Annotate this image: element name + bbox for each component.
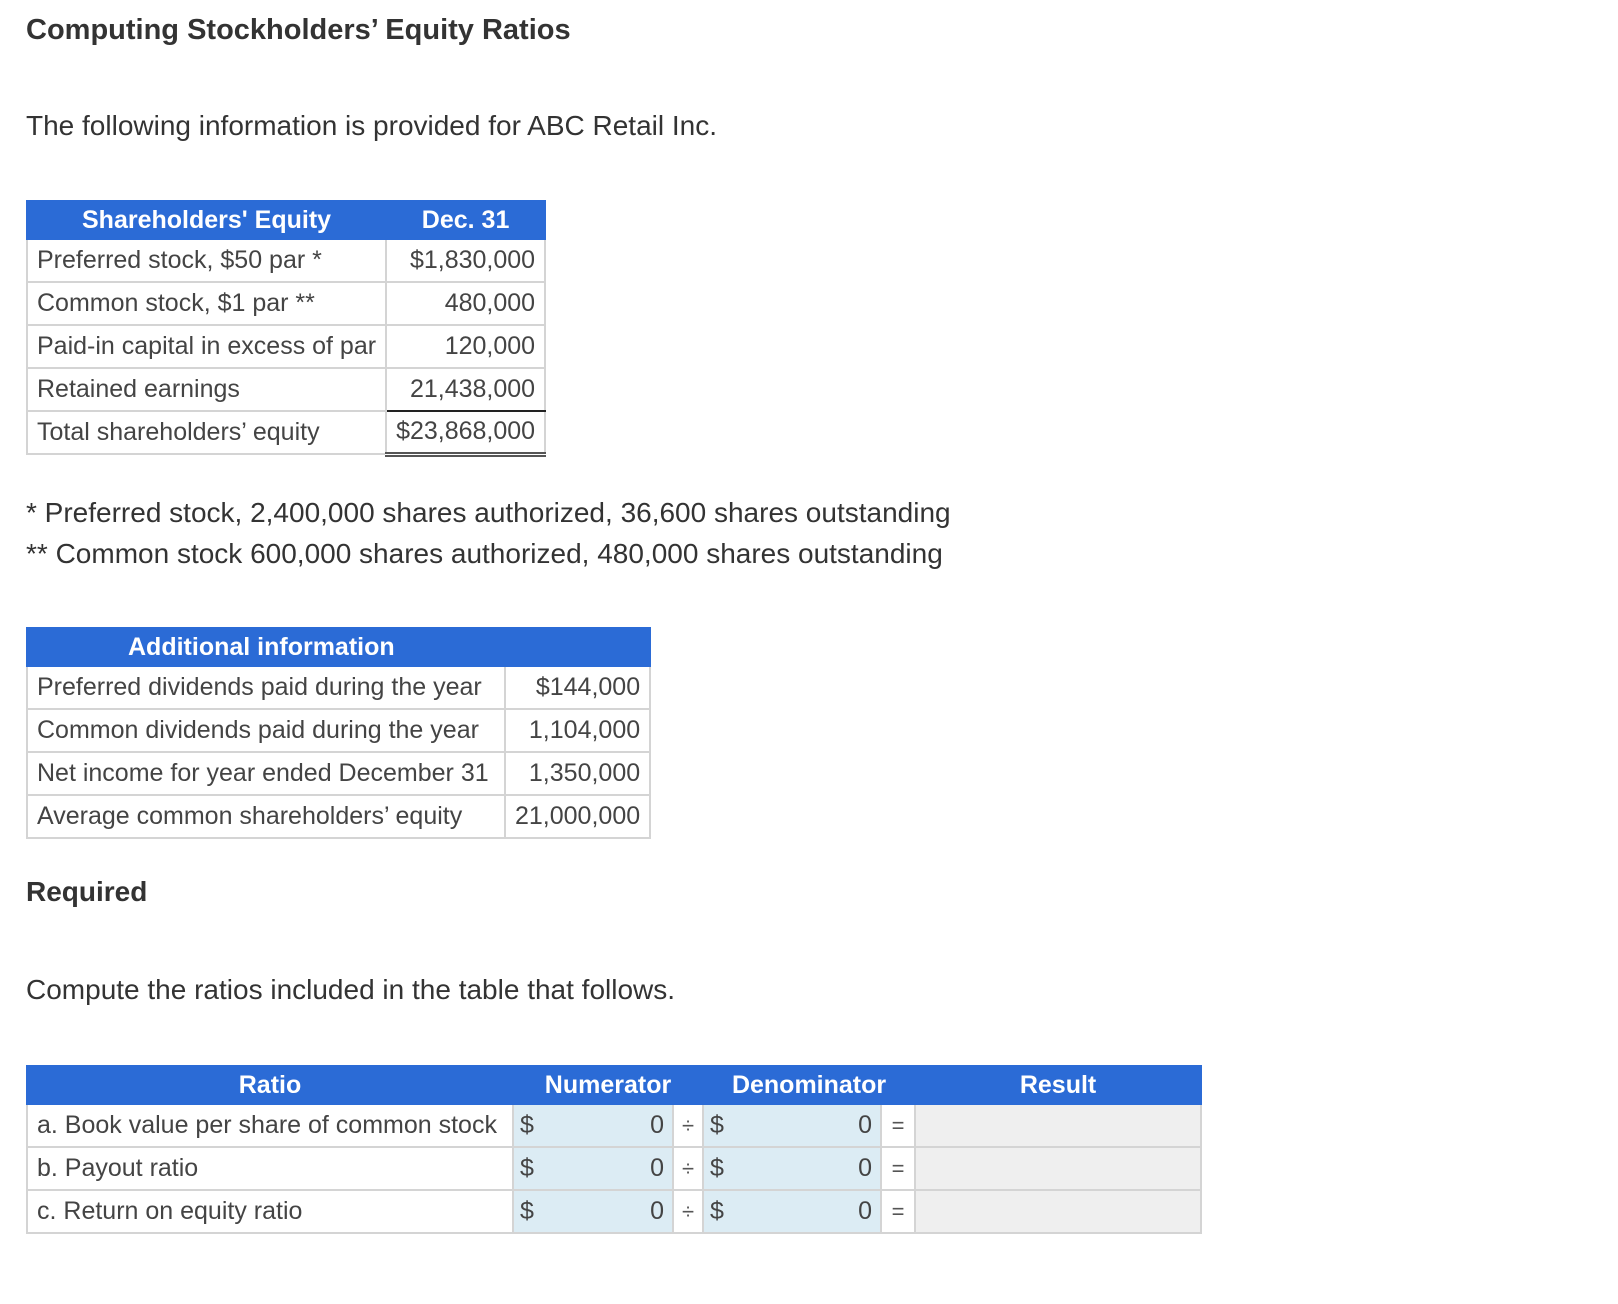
denominator-input[interactable]: 0 <box>733 1190 881 1233</box>
row-label: Retained earnings <box>27 368 386 411</box>
instructions-text: Compute the ratios included in the table that follows. <box>26 974 676 1005</box>
row-label: Preferred dividends paid during the year <box>27 666 505 709</box>
numerator-input[interactable]: 0 <box>543 1190 673 1233</box>
row-value: 21,438,000 <box>386 368 545 411</box>
currency-symbol: $ <box>703 1147 733 1190</box>
currency-symbol: $ <box>513 1190 543 1233</box>
row-label: Common dividends paid during the year <box>27 709 505 752</box>
table-row <box>27 752 650 795</box>
equals-symbol: = <box>881 1104 915 1147</box>
ratio-label: b. Payout ratio <box>27 1147 513 1190</box>
currency-symbol: $ <box>703 1190 733 1233</box>
result-input[interactable] <box>915 1190 1201 1233</box>
table-row <box>27 282 545 325</box>
column-header: Shareholders' Equity <box>27 201 386 239</box>
denominator-input[interactable]: 0 <box>733 1147 881 1190</box>
footnote-preferred: * Preferred stock, 2,400,000 shares authorized, 36,600 shares outstanding <box>26 497 951 528</box>
table-row <box>27 325 545 368</box>
ratio-label: a. Book value per share of common stock <box>27 1104 513 1147</box>
denominator-input[interactable]: 0 <box>733 1104 881 1147</box>
row-label: Preferred stock, $50 par * <box>27 239 386 282</box>
row-value: 21,000,000 <box>505 795 650 838</box>
row-value: $1,830,000 <box>386 239 545 282</box>
row-value: 120,000 <box>386 325 545 368</box>
table-row <box>27 666 650 709</box>
column-header-numerator: Numerator <box>513 1066 703 1104</box>
column-header: Additional information <box>27 628 650 666</box>
equals-symbol: = <box>881 1147 915 1190</box>
additional-info-table <box>26 627 651 839</box>
column-header: Dec. 31 <box>386 201 545 239</box>
ratio-row-return-on-equity <box>27 1190 1201 1233</box>
result-input[interactable] <box>915 1104 1201 1147</box>
currency-symbol: $ <box>703 1104 733 1147</box>
row-value: 1,104,000 <box>505 709 650 752</box>
table-row <box>27 239 545 282</box>
footnote-common: ** Common stock 600,000 shares authorized, 480,000 shares outstanding <box>26 538 943 569</box>
page-title: Computing Stockholders’ Equity Ratios <box>26 14 571 46</box>
divide-symbol: ÷ <box>673 1104 703 1147</box>
row-label: Average common shareholders’ equity <box>27 795 505 838</box>
row-label: Paid-in capital in excess of par <box>27 325 386 368</box>
numerator-input[interactable]: 0 <box>543 1104 673 1147</box>
currency-symbol: $ <box>513 1147 543 1190</box>
column-header-denominator: Denominator <box>703 1066 915 1104</box>
divide-symbol: ÷ <box>673 1147 703 1190</box>
row-label: Net income for year ended December 31 <box>27 752 505 795</box>
row-value: $144,000 <box>505 666 650 709</box>
row-value: 480,000 <box>386 282 545 325</box>
intro-text: The following information is provided for ABC Retail Inc. <box>26 110 717 141</box>
row-label: Total shareholders’ equity <box>27 411 386 454</box>
divide-symbol: ÷ <box>673 1190 703 1233</box>
numerator-input[interactable]: 0 <box>543 1147 673 1190</box>
table-row <box>27 368 545 411</box>
result-input[interactable] <box>915 1147 1201 1190</box>
column-header-result: Result <box>915 1066 1201 1104</box>
row-value: $23,868,000 <box>386 411 545 454</box>
table-row <box>27 709 650 752</box>
footnotes <box>26 492 951 574</box>
total-row <box>27 411 545 454</box>
required-heading: Required <box>26 876 148 907</box>
row-label: Common stock, $1 par ** <box>27 282 386 325</box>
table-header-row <box>27 628 650 666</box>
ratio-row-payout <box>27 1147 1201 1190</box>
table-row <box>27 795 650 838</box>
currency-symbol: $ <box>513 1104 543 1147</box>
ratio-table <box>26 1065 1202 1234</box>
ratio-label: c. Return on equity ratio <box>27 1190 513 1233</box>
ratio-row-book-value <box>27 1104 1201 1147</box>
column-header-ratio: Ratio <box>27 1066 513 1104</box>
equals-symbol: = <box>881 1190 915 1233</box>
row-value: 1,350,000 <box>505 752 650 795</box>
table-header-row <box>27 1066 1201 1104</box>
table-header-row <box>27 201 545 239</box>
shareholders-equity-table <box>26 200 546 457</box>
